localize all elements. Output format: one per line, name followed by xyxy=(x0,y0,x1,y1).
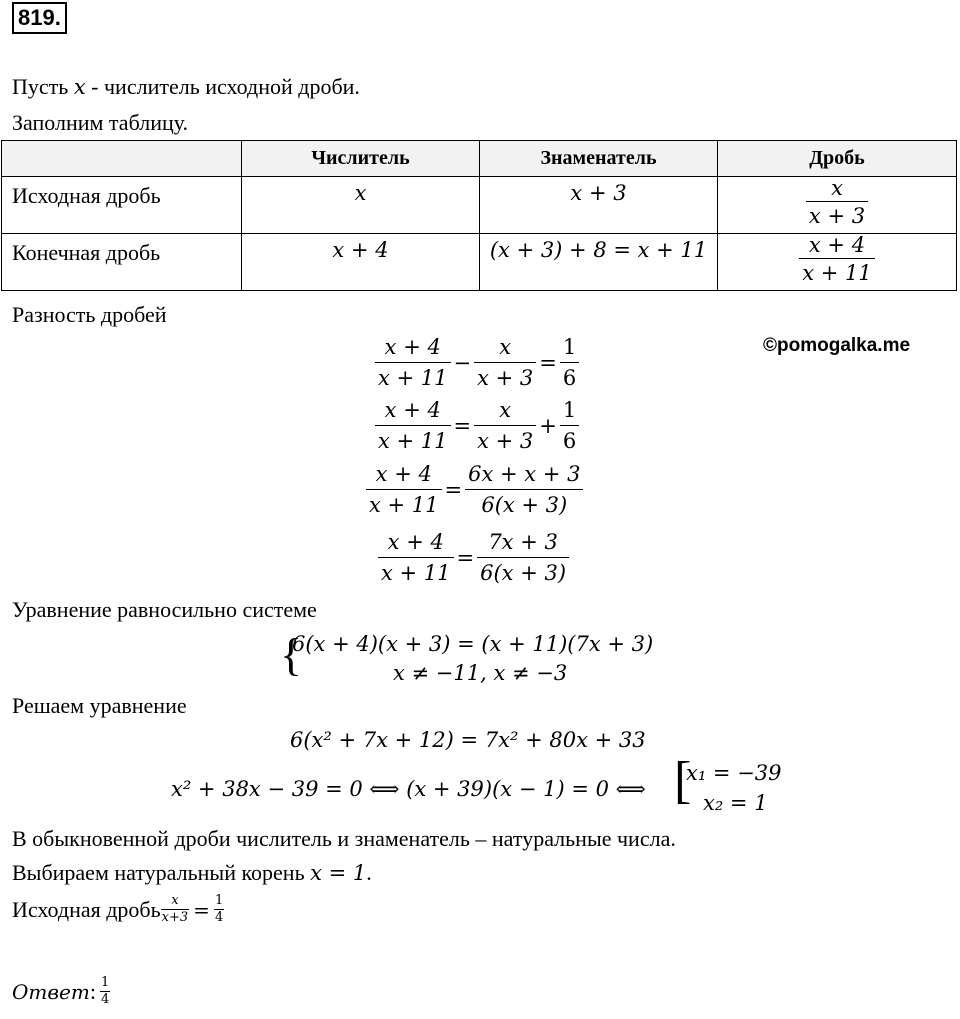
answer-colon: : xyxy=(89,978,96,1004)
fraction-denominator: 4 xyxy=(100,992,110,1007)
conclusion-text: Выбираем натуральный корень xyxy=(12,860,311,885)
operator: = xyxy=(539,350,557,375)
fraction-numerator: 1 xyxy=(562,398,577,422)
conclusion-text: Исходная дробь xyxy=(12,896,161,922)
fraction-denominator: 4 xyxy=(214,910,224,925)
fraction-denominator: 6 xyxy=(560,425,579,456)
solve-label: Решаем уравнение xyxy=(12,693,187,718)
row-label: Исходная дробь xyxy=(12,183,161,208)
table-header-cell: Дробь xyxy=(718,141,957,177)
fraction-denominator: x+3 xyxy=(161,910,189,925)
fraction-denominator: 6(x + 3) xyxy=(465,489,583,520)
row-label: Конечная дробь xyxy=(12,240,161,265)
root-2: x₂ = 1 xyxy=(703,791,768,815)
operator: − xyxy=(453,350,472,375)
equation-4 xyxy=(378,527,569,588)
table-cell xyxy=(242,234,480,291)
table-cell xyxy=(718,177,957,234)
fraction-denominator: x + 3 xyxy=(806,201,868,230)
table-cell xyxy=(480,234,718,291)
intro-line-1 xyxy=(12,74,360,100)
chosen-root: x = 1 xyxy=(310,861,367,885)
fraction-numerator: x xyxy=(831,176,843,200)
fraction-cell xyxy=(806,175,868,230)
table-header-row xyxy=(2,141,957,177)
table-row xyxy=(2,234,957,291)
fraction-denominator: 6 xyxy=(560,362,579,393)
table-header-cell: Знаменатель xyxy=(480,141,718,177)
operator: + xyxy=(539,413,557,438)
fraction-denominator: x + 11 xyxy=(366,489,442,520)
fraction-numerator: 1 xyxy=(214,893,224,908)
fraction-numerator: x + 4 xyxy=(384,335,441,359)
numerator-cell: x + 4 xyxy=(332,238,389,262)
problem-number: 819. xyxy=(12,2,67,34)
table-header-cell xyxy=(2,141,242,177)
answer-label: Ответ xyxy=(12,979,90,1004)
system-label: Уравнение равносильно системе xyxy=(12,597,317,622)
conclusion-line-3 xyxy=(12,893,224,926)
table-cell xyxy=(480,177,718,234)
table-cell xyxy=(718,234,957,291)
fraction-denominator: x + 3 xyxy=(474,425,536,456)
table-header-cell: Числитель xyxy=(242,141,480,177)
fraction-denominator: x + 11 xyxy=(799,258,875,287)
intro-line-2: Заполним таблицу. xyxy=(12,110,189,135)
table-cell xyxy=(2,234,242,291)
period: . xyxy=(366,860,372,885)
fraction-numerator: x xyxy=(499,398,512,422)
intro-text: Пусть xyxy=(12,74,74,99)
operator: = xyxy=(444,477,463,502)
fraction-numerator: x + 4 xyxy=(808,233,866,257)
solve-line-2: x² + 38x − 39 = 0 ⟺ (x + 39)(x − 1) = 0 ⟺ xyxy=(171,777,646,801)
fraction-numerator: x xyxy=(171,893,179,908)
fraction-numerator: 7x + 3 xyxy=(488,530,558,554)
root-1: x₁ = −39 xyxy=(686,761,782,785)
intro-text-end: - числитель исходной дроби. xyxy=(85,74,360,99)
equation-3 xyxy=(366,459,583,520)
fraction-denominator: x + 3 xyxy=(474,362,536,393)
fraction-numerator: x + 4 xyxy=(375,462,432,486)
solve-line-1: 6(x² + 7x + 12) = 7x² + 80x + 33 xyxy=(290,728,646,752)
fractions-table xyxy=(1,140,957,291)
table-row xyxy=(2,177,957,234)
fraction-numerator: x + 4 xyxy=(387,530,444,554)
conclusion-line-1: В обыкновенной дроби числитель и знаменатель – натуральные числа. xyxy=(12,826,676,851)
operator: = xyxy=(453,413,472,438)
fraction-denominator: x + 11 xyxy=(378,557,454,588)
system-line-2: x ≠ −11, x ≠ −3 xyxy=(393,661,568,685)
fraction-numerator: x xyxy=(499,335,512,359)
fraction-numerator: 6x + x + 3 xyxy=(468,462,581,486)
table-cell xyxy=(242,177,480,234)
intro-variable: x xyxy=(73,75,86,99)
conclusion-line-2 xyxy=(12,860,372,886)
fraction-denominator: x + 11 xyxy=(375,362,451,393)
difference-label: Разность дробей xyxy=(12,302,167,327)
fraction-denominator: x + 11 xyxy=(375,425,451,456)
operator: = xyxy=(193,897,210,922)
numerator-cell: x xyxy=(354,181,367,205)
fraction-cell xyxy=(799,232,875,287)
system-brace-icon: { xyxy=(280,629,303,680)
table-cell xyxy=(2,177,242,234)
operator: = xyxy=(456,545,475,570)
watermark: ©pomogalka.me xyxy=(763,335,911,356)
fraction-numerator: 1 xyxy=(100,975,110,990)
equation-2 xyxy=(375,395,579,456)
equation-1 xyxy=(375,332,579,393)
fraction-numerator: 1 xyxy=(562,335,577,359)
denominator-cell: (x + 3) + 8 = x + 11 xyxy=(489,238,708,262)
denominator-cell: x + 3 xyxy=(570,181,627,205)
answer xyxy=(12,975,110,1008)
system-line-1: 6(x + 4)(x + 3) = (x + 11)(7x + 3) xyxy=(292,632,654,656)
fraction-denominator: 6(x + 3) xyxy=(477,557,569,588)
roots-bracket-icon: [ xyxy=(674,752,692,809)
fraction-numerator: x + 4 xyxy=(384,398,441,422)
